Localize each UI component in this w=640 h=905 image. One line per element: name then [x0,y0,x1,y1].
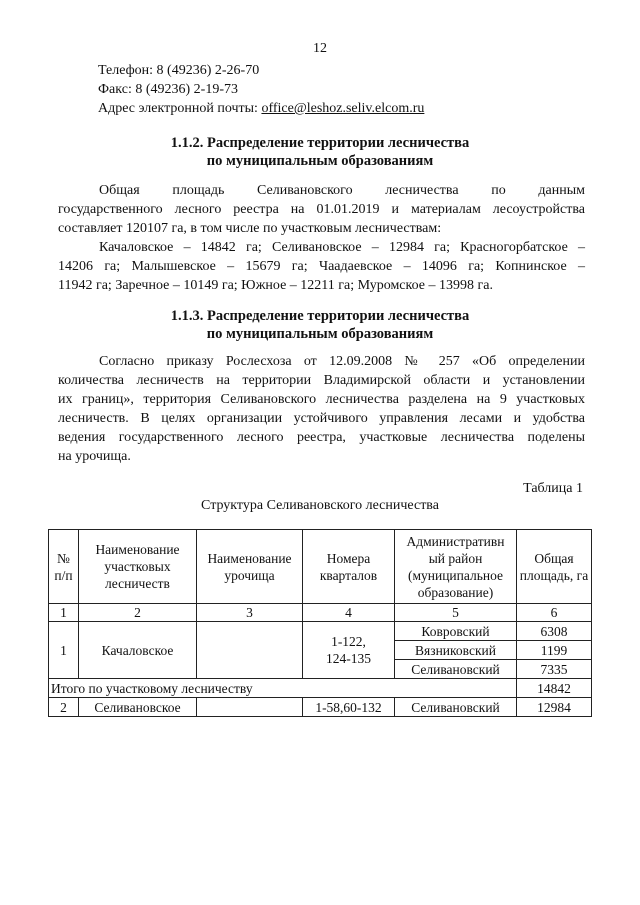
text-line: количества лесничеств на территории Владимирской области и установлении [58,373,585,388]
table-row [49,698,592,717]
section-1-paragraph [58,181,585,295]
text-line: их границ», территория Селивановского лесничества разделена на 9 участковых [58,392,585,407]
heading-line: по муниципальным образованиям [206,326,434,342]
email-label: Адрес электронной почты: [98,101,262,116]
quarter-numbers: 1-58,60-132 [303,698,395,717]
district-name: Ковровский [395,622,517,641]
column-number: 6 [517,604,592,622]
text-line: 14206 га; Малышевское – 15679 га; Чаадаевское – 14096 га; Копнинское – [58,259,585,274]
text-line: Качаловское – 14842 га; Селивановское – 12984 га; Красногорбатское – [99,240,585,255]
row-number: 2 [49,698,79,717]
column-number: 4 [303,604,395,622]
area-value: 6308 [517,622,592,641]
text-line: Общая площадь Селивановского лесничества по данным [99,183,585,198]
header-line: (муниципальное [407,567,504,583]
header-line: Административн [406,533,505,549]
quarters-line: 124-135 [326,651,371,666]
text-line: ведения государственного лесного реестра, участковые лесничества поделены [58,430,585,445]
quarters-line: 1-122, [331,634,366,649]
section-heading-1-1-2 [90,134,550,170]
table-caption: Таблица 1 [523,481,583,496]
section-heading-1-1-3 [90,307,550,343]
header-line: образование) [417,584,494,600]
header-cell: Наименование урочища [197,530,303,604]
column-number: 5 [395,604,517,622]
contact-fax: Факс: 8 (49236) 2-19-73 [98,82,238,97]
header-cell: Наименование участковых лесничеств [79,530,197,604]
contact-email-line [98,99,424,118]
text-line: составляет 120107 га, в том числе по участковым лесничествам: [58,221,442,236]
urochishe-name [197,622,303,679]
header-cell: № п/п [49,530,79,604]
header-cell [395,530,517,604]
urochishe-name [197,698,303,717]
total-value: 14842 [517,679,592,698]
row-number: 1 [49,622,79,679]
district-name: Селивановский [395,698,517,717]
heading-line: 1.1.2. Распределение территории лесничества [170,135,470,151]
forestry-structure-table [48,529,592,717]
email-link[interactable]: office@leshoz.seliv.elcom.ru [261,101,425,116]
header-cell: Номера кварталов [303,530,395,604]
table-row [49,622,592,641]
column-number: 2 [79,604,197,622]
column-number: 1 [49,604,79,622]
text-line: государственного лесного реестра на 01.01.2019 и материалам лесоустройства [58,202,585,217]
text-line: лесничеств. В целях организации устойчивого управления лесами и удобства [58,411,585,426]
column-number: 3 [197,604,303,622]
header-cell: Общая площадь, га [517,530,592,604]
forestry-name: Качаловское [79,622,197,679]
forestry-name: Селивановское [79,698,197,717]
column-number-row [49,604,592,622]
heading-line: по муниципальным образованиям [206,153,434,169]
text-line: на урочища. [58,449,131,464]
table-title: Структура Селивановского лесничества [201,498,439,513]
text-line: Согласно приказу Рослесхоза от 12.09.2008 № 257 «Об определении [99,354,585,369]
header-line: ый район [428,550,483,566]
total-row [49,679,592,698]
district-name: Вязниковский [395,641,517,660]
heading-line: 1.1.3. Распределение территории лесничества [170,308,470,324]
district-name: Селивановский [395,660,517,679]
area-value: 1199 [517,641,592,660]
contact-phone: Телефон: 8 (49236) 2-26-70 [98,63,260,78]
quarter-numbers [303,622,395,679]
area-value: 7335 [517,660,592,679]
total-label: Итого по участковому лесничеству [49,679,517,698]
area-value: 12984 [517,698,592,717]
page-number: 12 [313,41,327,56]
table-header-row [49,530,592,604]
text-line: 11942 га; Заречное – 10149 га; Южное – 12211 га; Муромское – 13998 га. [58,278,493,293]
section-2-paragraph [58,352,585,466]
